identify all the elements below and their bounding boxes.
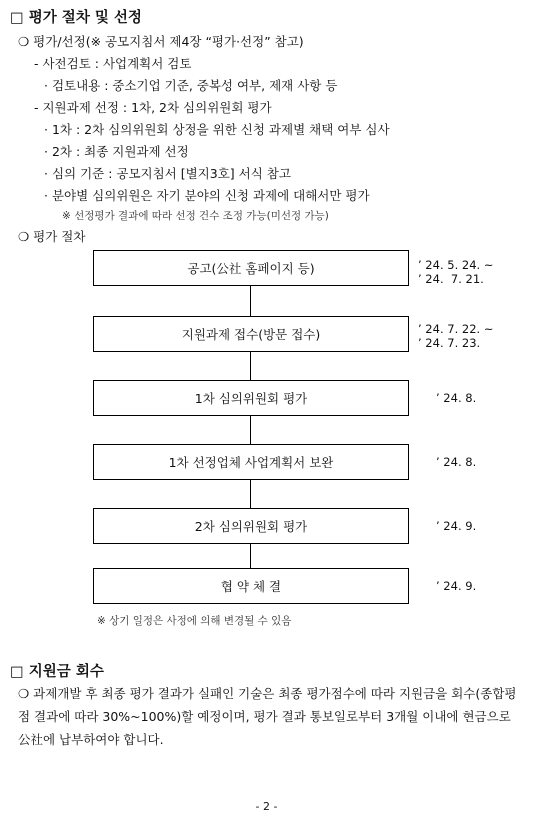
page-number: - 2 - bbox=[255, 800, 278, 813]
first-round-line: · 1차 : 2차 심의위원회 상정을 위한 신청 과제별 채택 여부 심사 bbox=[44, 122, 390, 137]
step-box-second-review: 2차 심의위원회 평가 bbox=[93, 508, 409, 544]
recovery-paragraph: ❍ 과제개발 후 최종 평가 결과가 실패인 기술은 최종 평가점수에 따라 지원금을 회수(종합평점 결과에 따라 30%~100%)할 예정이며, 평가 결과 통보일로부터 3개월 이내에 현금으로 公社에 납부하여야 합니다. bbox=[18, 686, 517, 747]
step-date-plan-revision: ’ 24. 8. bbox=[436, 455, 477, 469]
connector-line bbox=[250, 544, 251, 568]
connector-line bbox=[250, 416, 251, 444]
criteria-line: · 심의 기준 : 공모지침서 [별지3호] 서식 참고 bbox=[44, 166, 291, 181]
step-box-submission: 지원과제 접수(방문 접수) bbox=[93, 316, 409, 352]
step-date-agreement: ’ 24. 9. bbox=[436, 579, 477, 593]
connector-line bbox=[250, 352, 251, 380]
bullet-evaluation-procedure: ❍ 평가 절차 bbox=[18, 229, 86, 244]
step-box-announcement: 공고(公社 홈페이지 등) bbox=[93, 250, 409, 286]
connector-line bbox=[250, 286, 251, 316]
connector-line bbox=[250, 480, 251, 508]
step-box-first-review: 1차 심의위원회 평가 bbox=[93, 380, 409, 416]
section-title-recovery: □ 지원금 회수 bbox=[10, 664, 104, 680]
step-date-first-review: ’ 24. 8. bbox=[436, 391, 477, 405]
step-date-submission: ’ 24. 7. 22. ~ ’ 24. 7. 23. bbox=[418, 322, 494, 350]
bullet-evaluation-selection: ❍ 평가/선정(※ 공모지침서 제4장 “평가·선정” 참고) bbox=[18, 34, 304, 49]
field-reviewer-line: · 분야별 심의위원은 자기 분야의 신청 과제에 대해서만 평가 bbox=[44, 188, 370, 203]
step-box-plan-revision: 1차 선정업체 사업계획서 보완 bbox=[93, 444, 409, 480]
second-round-line: · 2차 : 최종 지원과제 선정 bbox=[44, 144, 189, 159]
pre-review-detail: · 검토내용 : 중소기업 기준, 중복성 여부, 제재 사항 등 bbox=[44, 78, 338, 93]
selection-note: ※ 선정평가 결과에 따라 선정 건수 조정 가능(미선정 가능) bbox=[62, 210, 329, 222]
section-title-evaluation: □ 평가 절차 및 선정 bbox=[10, 10, 142, 26]
selection-line: - 지원과제 선정 : 1차, 2차 심의위원회 평가 bbox=[34, 100, 272, 115]
schedule-note: ※ 상기 일정은 사정에 의해 변경될 수 있음 bbox=[97, 615, 292, 627]
pre-review-line: - 사전검토 : 사업계획서 검토 bbox=[34, 56, 192, 71]
step-date-second-review: ’ 24. 9. bbox=[436, 519, 477, 533]
step-box-agreement: 협 약 체 결 bbox=[93, 568, 409, 604]
step-date-announcement: ’ 24. 5. 24. ~ ’ 24. 7. 21. bbox=[418, 258, 494, 286]
